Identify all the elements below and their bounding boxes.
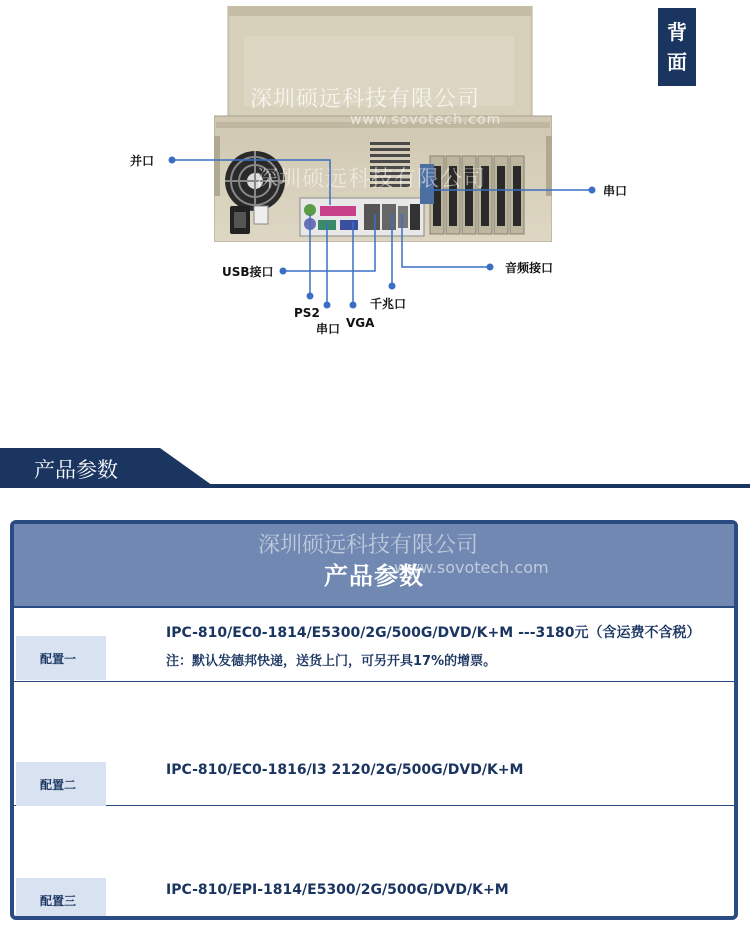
config-1-spec: IPC-810/EC0-1814/E5300/2G/500G/DVD/K+M ---3180元（含运费不含税） (166, 625, 701, 641)
watermark-company: 深圳硕远科技有限公司 (250, 87, 481, 112)
watermark-url: www.sovotech.com (350, 112, 502, 128)
callout-serial-port-bottom: 串口 (316, 322, 341, 336)
config-3-spec: IPC-810/EPI-1814/E5300/2G/500G/DVD/K+M (166, 882, 509, 898)
back-view-badge (658, 8, 696, 86)
section-title: 产品参数 (34, 458, 118, 482)
table-watermark-url: www.sovotech.com (394, 558, 549, 577)
config-1-note: 注：默认发德邦快递，送货上门，可另开具17%的增票。 (166, 654, 497, 669)
config-1-label: 配置一 (16, 636, 106, 680)
callout-gigabit-port: 千兆口 (370, 297, 407, 311)
callout-vga-port: VGA (346, 316, 375, 330)
config-2-spec: IPC-810/EC0-1816/I3 2120/2G/500G/DVD/K+M (166, 762, 524, 778)
table-watermark-company: 深圳硕远科技有限公司 (258, 533, 479, 558)
callout-audio-port: 音频接口 (505, 261, 554, 275)
spec-table-header (14, 524, 734, 608)
back-badge-char-1: 背 (667, 20, 687, 44)
table-row-config-1 (14, 610, 734, 682)
back-badge-char-2: 面 (667, 50, 687, 74)
watermark-company-2: 深圳硕远科技有限公司 (256, 167, 487, 192)
table-row-config-3 (14, 806, 734, 916)
spec-table-title: 产品参数 (324, 562, 424, 590)
config-3-label: 配置三 (16, 878, 106, 920)
config-2-label: 配置二 (16, 762, 106, 806)
callout-parallel-port: 并口 (130, 154, 155, 168)
spec-table (10, 520, 738, 920)
table-row-config-2 (14, 682, 734, 806)
callout-serial-port-right: 串口 (603, 184, 628, 198)
callout-ps2-port: PS2 (294, 306, 320, 320)
callout-usb-port: USB接口 (222, 265, 274, 279)
